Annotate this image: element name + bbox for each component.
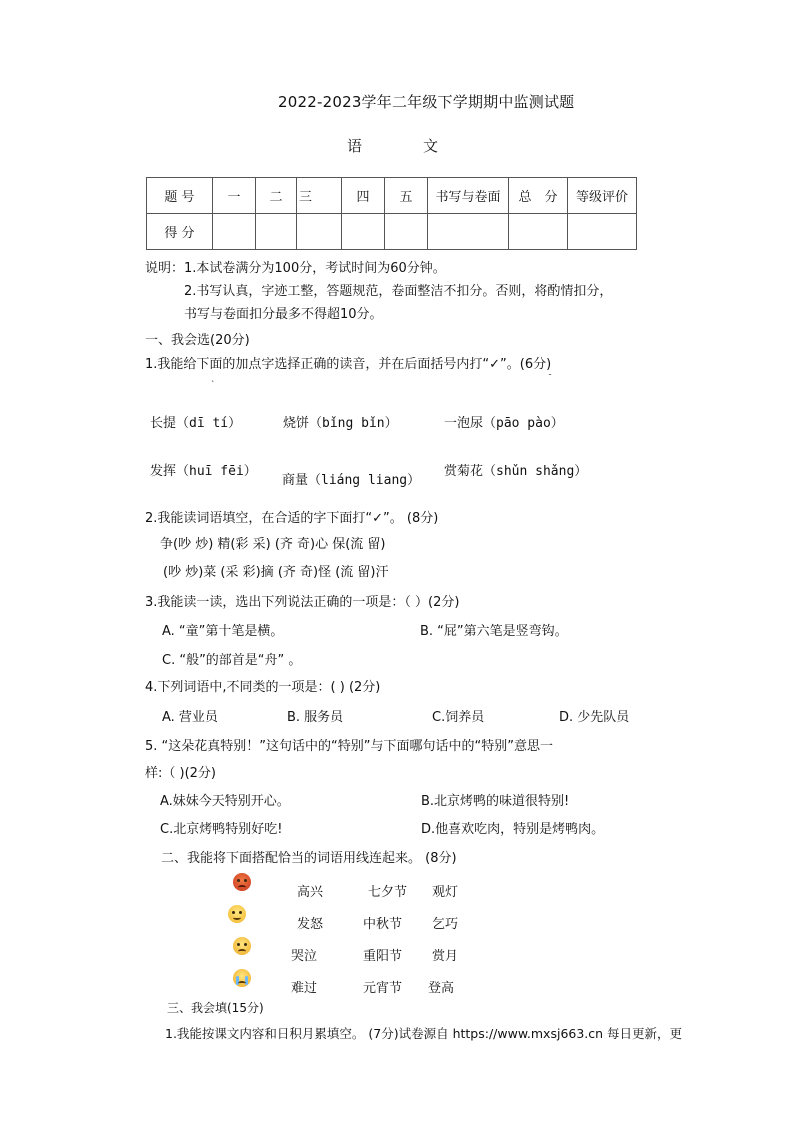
match-activity[interactable]: 观灯 [432, 885, 459, 900]
q4-option-d[interactable]: D. 少先队员 [559, 710, 630, 725]
score-table-cell: 得 分 [147, 214, 213, 250]
section1-title: 一、我会选(20分) [145, 333, 250, 348]
notes-line-2: 2.书写认真，字迹工整，答题规范，卷面整洁不扣分。否则，将酌情扣分， [184, 284, 613, 299]
q1-item[interactable]: 商量（liáng liang） [282, 473, 421, 488]
q1-item[interactable]: 烧饼（bǐng bǐn） [283, 416, 398, 431]
q5-option-a[interactable]: A.妹妹今天特别开心。 [160, 794, 290, 809]
crying-face-icon [233, 969, 251, 987]
score-input-cell[interactable] [297, 214, 342, 250]
q5-option-b[interactable]: B.北京烤鸭的味道很特别! [421, 794, 570, 809]
q3-option-a[interactable]: A. “童”第十笔是横。 [162, 624, 284, 639]
match-festival[interactable]: 七夕节 [368, 885, 408, 900]
score-input-cell[interactable] [568, 214, 637, 250]
score-table-cell: 四 [342, 178, 385, 214]
q2-line-1[interactable]: 争(吵 炒) 精(彩 采) (齐 奇)心 保(流 留) [160, 537, 386, 552]
match-activity[interactable]: 乞巧 [432, 917, 459, 932]
score-table-cell: 总 分 [509, 178, 568, 214]
score-input-cell[interactable] [342, 214, 385, 250]
q2-line-2[interactable]: (吵 炒)菜 (采 彩)摘 (齐 奇)怪 (流 留)汗 [163, 565, 389, 580]
q5-option-c[interactable]: C.北京烤鸭特别好吃! [160, 822, 283, 837]
q4-stem: 4.下列词语中,不同类的一项是：( ) (2分) [145, 680, 381, 695]
emphasis-dot: ˉ [548, 373, 552, 382]
q3-stem: 3.我能读一读，选出下列说法正确的一项是：（ ）(2分) [145, 595, 460, 610]
section3-title: 三、我会填(15分) [167, 1001, 264, 1015]
match-festival[interactable]: 中秋节 [363, 917, 403, 932]
match-emotion[interactable]: 难过 [291, 981, 318, 996]
q5-stem-2: 样:（ )(2分) [145, 766, 216, 781]
section2-title: 二、我能将下面搭配恰当的词语用线连起来。 (8分) [161, 851, 457, 866]
match-activity[interactable]: 登高 [428, 981, 455, 996]
score-table-cell: 五 [385, 178, 428, 214]
q1-item[interactable]: 赏菊花（shǔn shǎng） [444, 464, 588, 479]
q2-stem: 2.我能读词语填空，在合适的字下面打“✓”。 (8分) [145, 511, 439, 526]
subject-char-2: 文 [423, 137, 439, 155]
q5-option-d[interactable]: D.他喜欢吃肉，特别是烤鸭肉。 [421, 822, 605, 837]
match-festival[interactable]: 元宵节 [363, 981, 403, 996]
match-emotion[interactable]: 哭泣 [291, 949, 318, 964]
q4-option-c[interactable]: C.饲养员 [432, 710, 485, 725]
score-table-cell: 二 [256, 178, 297, 214]
score-table-cell: 一 [213, 178, 256, 214]
score-table-header-row [147, 178, 637, 214]
q5-stem-1: 5. “这朵花真特别！”这句话中的“特别”与下面哪句话中的“特别”意思一 [145, 739, 553, 754]
score-table-score-row [147, 214, 637, 250]
match-festival[interactable]: 重阳节 [363, 949, 403, 964]
score-input-cell[interactable] [509, 214, 568, 250]
score-input-cell[interactable] [213, 214, 256, 250]
score-input-cell[interactable] [428, 214, 509, 250]
score-table-cell: 等级评价 [568, 178, 637, 214]
q3-option-b[interactable]: B. “屁”第六笔是竖弯钩。 [420, 624, 568, 639]
emphasis-dot: ˋ [211, 380, 215, 389]
q4-option-a[interactable]: A. 营业员 [162, 710, 218, 725]
exam-title: 2022-2023学年二年级下学期期中监测试题 [278, 93, 575, 111]
smiling-face-icon [228, 905, 246, 923]
score-table-cell: 题 号 [147, 178, 213, 214]
q1-item[interactable]: 长提（dī tí） [150, 416, 242, 431]
q1-item[interactable]: 一泡尿（pāo pào） [444, 416, 564, 431]
score-input-cell[interactable] [256, 214, 297, 250]
match-activity[interactable]: 赏月 [432, 949, 459, 964]
q1-item[interactable]: 发挥（huī fēi） [150, 464, 257, 479]
score-table-cell: 书写与卷面 [428, 178, 509, 214]
angry-face-icon [233, 873, 251, 891]
q1-stem: 1.我能给下面的加点字选择正确的读音，并在后面括号内打“✓”。(6分) [145, 357, 552, 372]
notes-line-1: 说明：1.本试卷满分为100分，考试时间为60分钟。 [145, 261, 446, 276]
q4-option-b[interactable]: B. 服务员 [287, 710, 344, 725]
score-input-cell[interactable] [385, 214, 428, 250]
score-table [146, 177, 637, 250]
section3-q1: 1.我能按课文内容和日积月累填空。 (7分)试卷源自 https://www.mxsj663.cn 每日更新，更 [165, 1026, 683, 1041]
frowning-face-icon [233, 937, 251, 955]
subject-char-1: 语 [347, 137, 363, 155]
score-table-cell: 三 [297, 178, 342, 214]
match-emotion[interactable]: 高兴 [297, 885, 324, 900]
match-emotion[interactable]: 发怒 [297, 917, 324, 932]
q3-option-c[interactable]: C. “般”的部首是“舟” 。 [162, 653, 302, 668]
notes-line-3: 书写与卷面扣分最多不得超10分。 [184, 307, 383, 322]
